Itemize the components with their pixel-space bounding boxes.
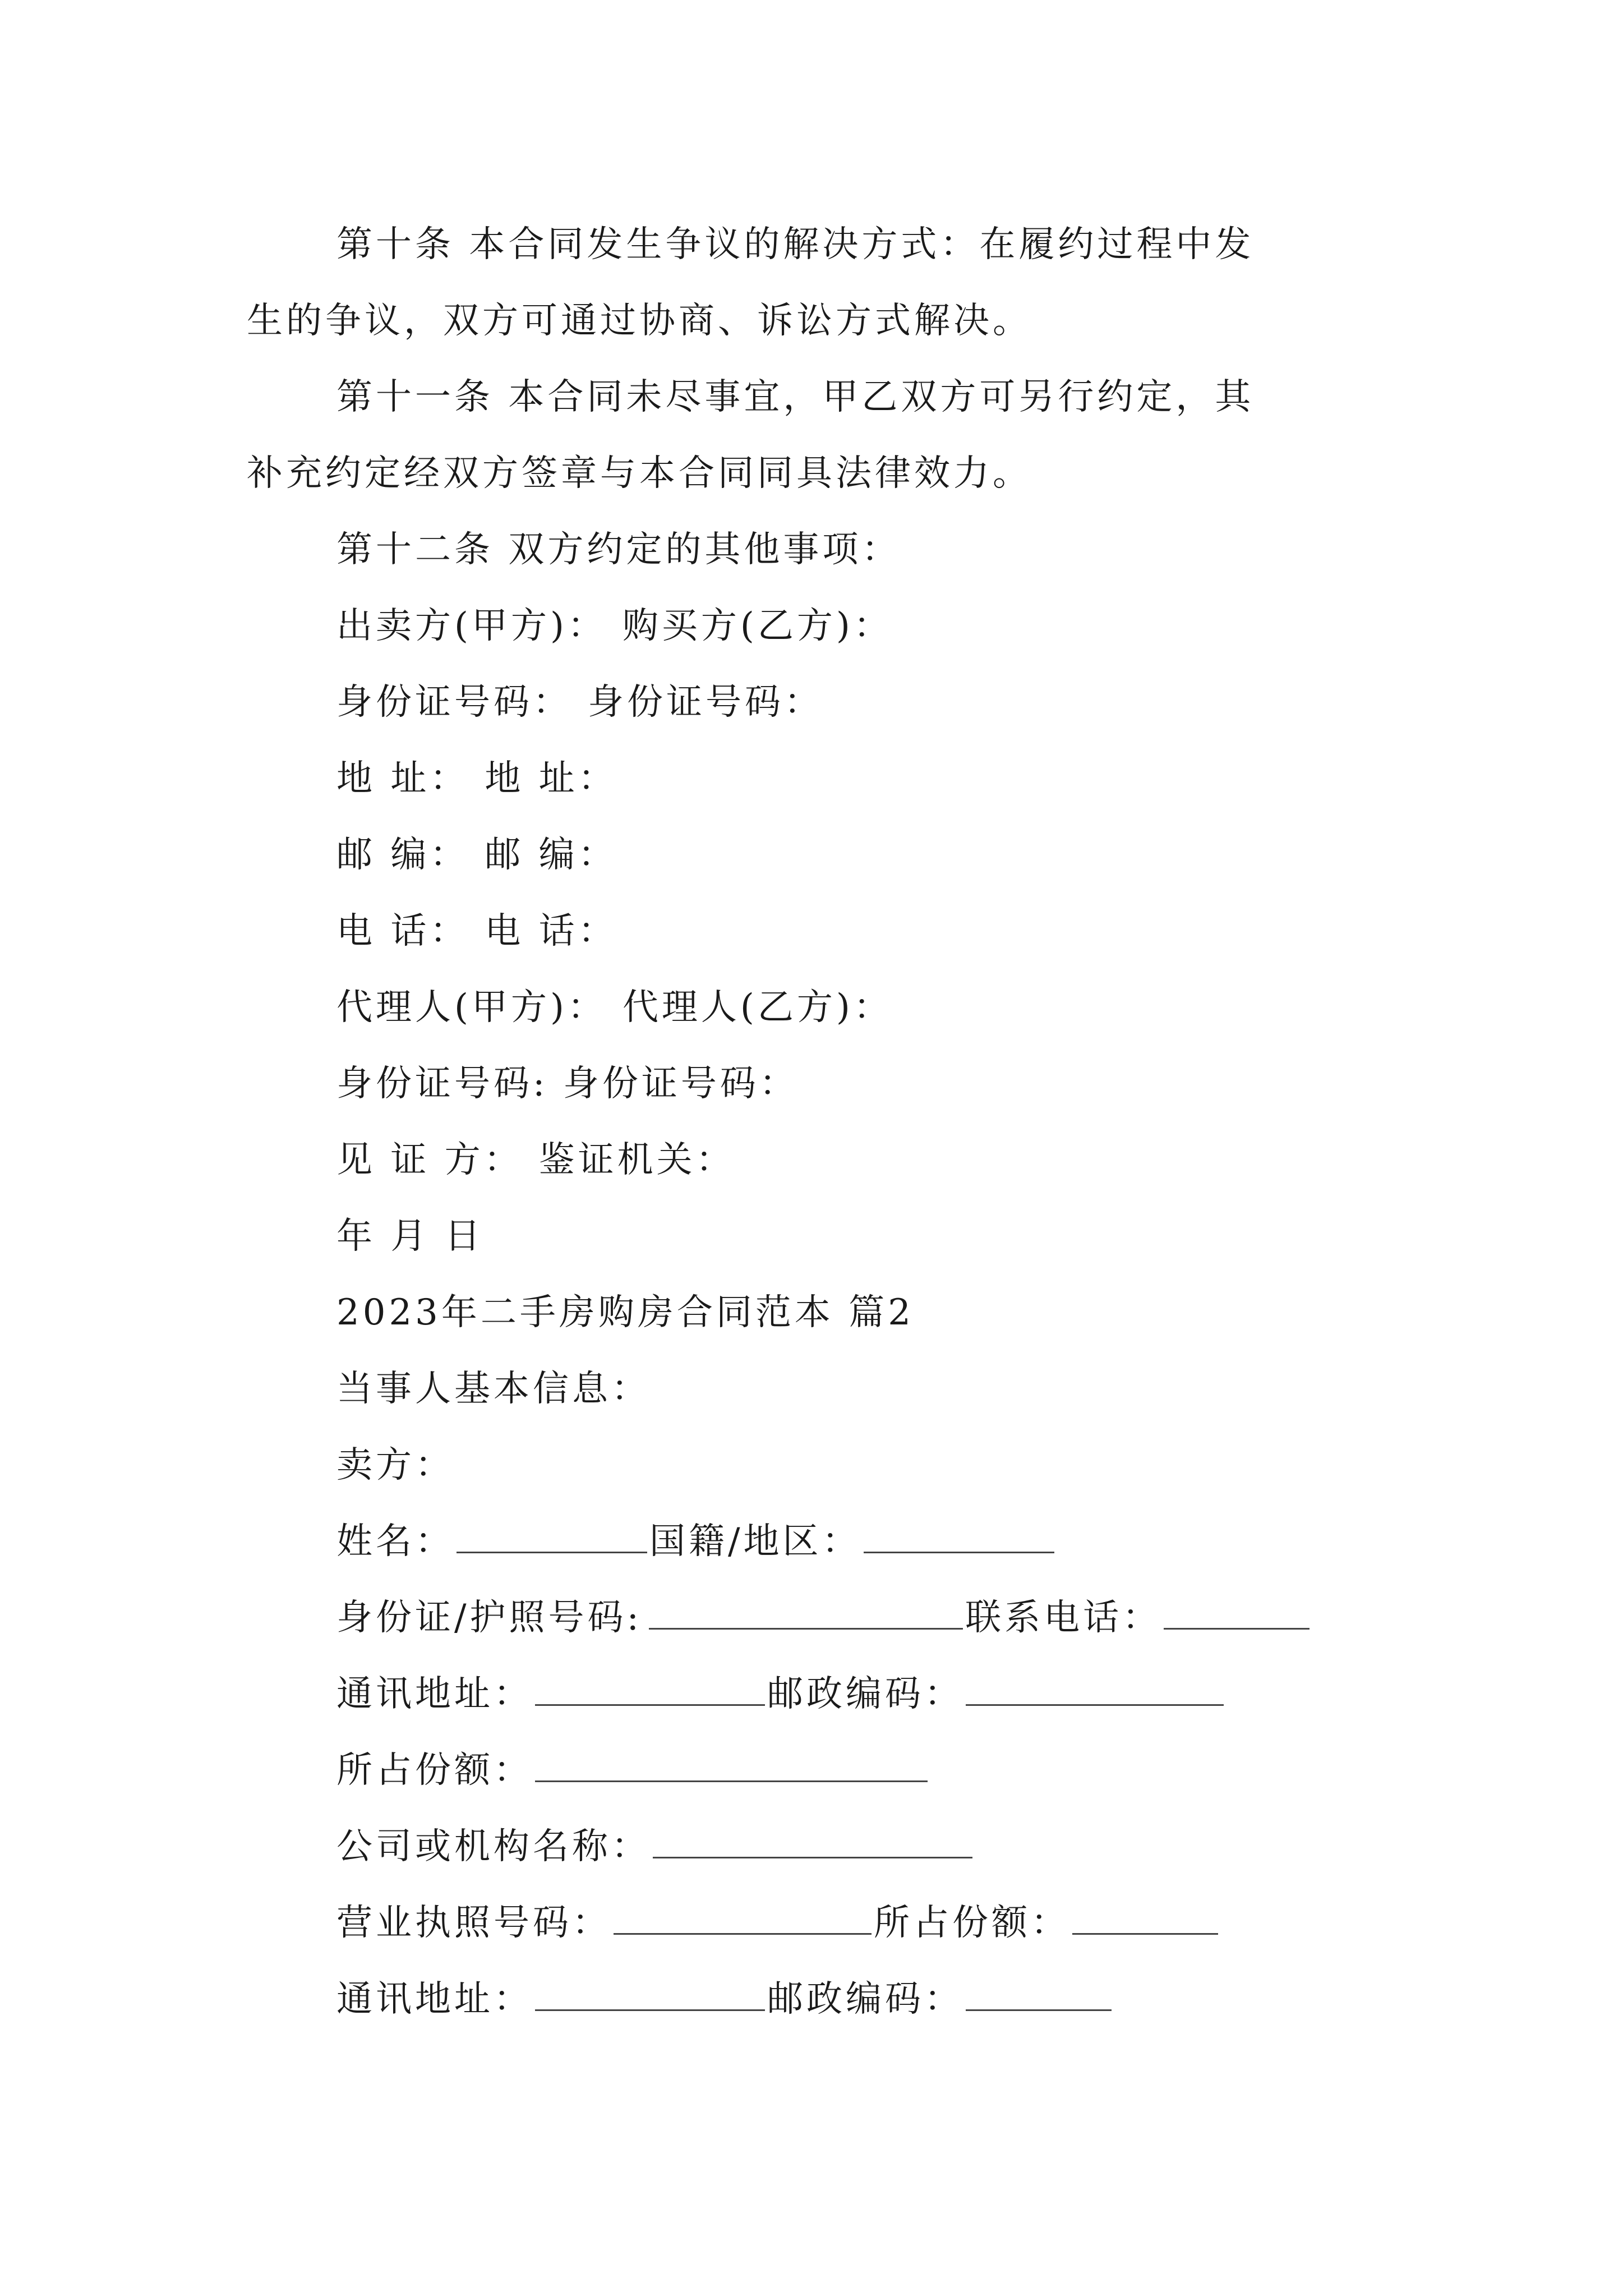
mail-address-label: 通讯地址： [336,1673,533,1715]
company-label: 公司或机构名称： [336,1826,651,1867]
document-body [247,206,1385,2037]
postcode-blank [966,1673,1224,1706]
phone-blank [1164,1596,1310,1630]
zipcode-label-seller: 邮 编： [336,834,469,876]
zipcode-label-buyer: 邮 编： [485,834,617,876]
article-11-text-b: 补充约定经双方签章与本合同同具法律效力。 [247,453,1032,494]
article-12-text: 第十二条 双方约定的其他事项： [336,529,901,570]
seller-heading-line [247,1427,1385,1503]
parties-info-heading: 当事人基本信息： [336,1368,651,1410]
postcode-label-2: 邮政编码： [767,1978,963,2020]
share-blank [535,1749,928,1782]
parties-info-line [247,1351,1385,1427]
article-11-text-a: 第十一条 本合同未尽事宜，甲乙双方可另行约定，其 [336,376,1255,418]
postcode-label: 邮政编码： [767,1673,963,1715]
parties-line [247,588,1385,664]
telephone-label-buyer: 电 话： [485,910,617,952]
company-line [247,1809,1385,1885]
mail-address-label-2: 通讯地址： [336,1978,533,2020]
witness-label: 见 证 方： [336,1139,523,1181]
date-line [247,1198,1385,1274]
name-nationality-line [247,1503,1385,1580]
section-title-line [247,1274,1385,1351]
license-share-line [247,1885,1385,1961]
idpass-label: 身份证/护照号码: [336,1597,643,1639]
name-label: 姓名： [336,1521,454,1562]
share-label-2: 所占份额： [874,1902,1070,1944]
postcode-blank-2 [966,1978,1112,2011]
buyer-label: 购买方(乙方)： [622,605,893,647]
nationality-label: 国籍/地区： [649,1521,861,1562]
article-12-line [247,512,1385,588]
article-11-line-2 [247,435,1385,512]
mail-postcode-line-2 [247,1961,1385,2037]
notary-label: 鉴证机关： [538,1139,735,1181]
mail-postcode-line [247,1656,1385,1732]
idpass-phone-line [247,1580,1385,1656]
agent-id-labels: 身份证号码: 身份证号码： [336,1063,799,1105]
address-label-buyer: 地 址： [485,758,617,799]
nationality-blank [864,1520,1054,1553]
phone-label: 联系电话： [965,1597,1162,1639]
idpass-blank [649,1596,963,1630]
telephone-label-seller: 电 话： [336,910,469,952]
agent-label-seller: 代理人(甲方)： [336,987,607,1028]
agent-label-buyer: 代理人(乙方)： [622,987,893,1028]
share-label: 所占份额： [336,1750,533,1791]
article-11-line-1 [247,359,1385,435]
seller-label: 出卖方(甲方)： [336,605,607,647]
id-number-line-1 [247,664,1385,740]
id-number-line-2 [247,1046,1385,1122]
share-line [247,1732,1385,1809]
telephone-line [247,893,1385,969]
address-line [247,740,1385,817]
name-blank [457,1520,647,1553]
id-label-buyer: 身份证号码： [588,682,823,723]
license-blank [614,1902,872,1935]
date-label: 年 月 日 [336,1216,484,1257]
mail-address-blank-2 [535,1978,765,2011]
article-10-line-1 [247,206,1385,283]
zipcode-line [247,817,1385,893]
article-10-text-b: 生的争议，双方可通过协商、诉讼方式解决。 [247,300,1032,342]
address-label-seller: 地 址： [336,758,469,799]
article-10-line-2 [247,283,1385,359]
witness-line [247,1122,1385,1198]
article-10-text-a: 第十条 本合同发生争议的解决方式：在履约过程中发 [336,224,1255,265]
license-label: 营业执照号码： [336,1902,611,1944]
share-blank-2 [1072,1902,1218,1935]
seller-heading: 卖方： [336,1444,454,1486]
mail-address-blank [535,1673,765,1706]
section-title: 2023年二手房购房合同范本 篇2 [336,1292,914,1333]
id-label-seller: 身份证号码： [336,682,572,723]
company-blank [653,1825,972,1858]
agent-line [247,969,1385,1046]
